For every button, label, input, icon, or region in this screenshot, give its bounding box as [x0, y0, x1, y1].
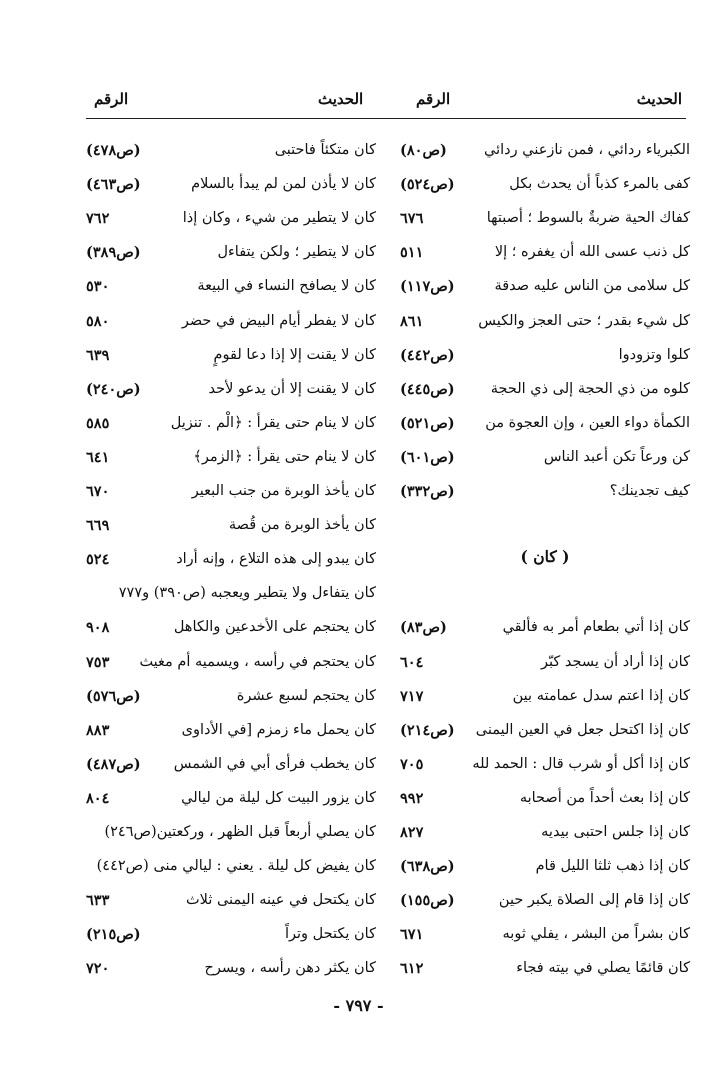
index-entry: [400, 309, 690, 341]
hadith-text: كان يبدو إلى هذه التلاع ، وإنه أراد: [176, 551, 376, 568]
hadith-number: ٦٧١: [400, 926, 424, 944]
hadith-text: كان لا يأذن لمن لم يبدأ بالسلام: [191, 176, 376, 193]
hadith-number: ٦٣٣: [86, 892, 110, 910]
index-entry: [400, 615, 690, 647]
hadith-number: (ص٣٨٩): [86, 244, 141, 262]
hadith-number: (ص٤٤٥): [400, 380, 455, 398]
index-entry: [400, 479, 690, 511]
hadith-number: (ص٤٦٣): [86, 176, 141, 194]
index-entry: [86, 650, 376, 682]
hadith-text: كل ذنب عسى الله أن يغفره ؛ إلا: [494, 244, 690, 261]
hadith-number: ٧١٧: [400, 687, 424, 705]
index-entry: [400, 172, 690, 204]
index-entry: [400, 718, 690, 750]
hadith-number: (ص٢٤٠): [86, 380, 141, 398]
header-hadith-right: الحديث: [636, 90, 682, 108]
index-entry: [86, 547, 376, 579]
index-entry: [400, 206, 690, 238]
column-header: [86, 88, 686, 119]
hadith-number: ٥٨٠: [86, 312, 110, 330]
hadith-number: (ص٦٠١): [400, 448, 455, 466]
header-hadith-left: الحديث: [318, 90, 364, 108]
index-entry: [400, 820, 690, 852]
hadith-number: ٧٦٢: [86, 210, 110, 228]
index-entry: [400, 854, 690, 886]
hadith-text: كفاك الحية ضربةٌ بالسوط ؛ أصبتها: [486, 210, 690, 227]
hadith-text: كفى بالمرء كذباً أن يحدث بكل: [509, 176, 690, 193]
hadith-text: كان يأخذ الوبرة من جنب البعير: [191, 483, 376, 499]
hadith-text: كان يزور البيت كل ليلة من ليالي: [181, 789, 376, 806]
index-entry: [86, 240, 376, 272]
hadith-text: كان متكئاً فاحتبى: [274, 142, 376, 158]
hadith-text: كل شيء بقدر ؛ حتى العجز والكيس: [478, 312, 690, 329]
index-entry: [86, 956, 376, 988]
hadith-number: ٦٧٠: [86, 483, 110, 500]
hadith-text: كلوه من ذي الحجة إلى ذي الحجة: [490, 380, 690, 397]
index-entry: [86, 274, 376, 306]
hadith-number: (ص٣٣٢): [400, 483, 455, 500]
hadith-text: كان إذا اعتم سدل عمامته بين: [512, 687, 690, 704]
index-entry: [86, 820, 376, 852]
index-entry: [400, 343, 690, 375]
index-entry: [86, 581, 376, 613]
hadith-text: كل سلامى من الناس عليه صدقة: [494, 278, 690, 295]
hadith-number: (ص٥٢١): [400, 414, 455, 432]
hadith-text: كان يأخذ الوبرة من قُصة: [228, 517, 376, 534]
hadith-number: ٦٦٩: [86, 517, 110, 535]
index-entry: [86, 309, 376, 341]
hadith-text: كان لا يقنت إلا أن يدعو لأحد: [208, 380, 376, 397]
index-entry: [86, 206, 376, 238]
index-entry: [400, 684, 690, 716]
index-entry: [400, 411, 690, 443]
hadith-text: كان إذا قام إلى الصلاة يكبر حين: [498, 892, 690, 909]
index-entry: [400, 377, 690, 409]
index-entry: [86, 922, 376, 954]
index-entry: [400, 922, 690, 954]
hadith-text: كان يحتجم في رأسه ، ويسميه أم مغيث: [139, 653, 376, 670]
hadith-text: كان إذا أتي بطعام أمر به فألقي: [502, 619, 690, 636]
index-entry: [86, 718, 376, 750]
index-entry: [86, 888, 376, 920]
index-entry: [400, 445, 690, 477]
index-entry: [86, 343, 376, 375]
hadith-text: كان يكتحل وتراً: [284, 926, 376, 943]
hadith-number: (ص٤٨٧): [86, 755, 141, 773]
hadith-number: ٨٢٧: [400, 824, 424, 841]
hadith-text: كان إذا اكتحل جعل في العين اليمنى: [475, 721, 690, 738]
hadith-number: (ص١١٧): [400, 278, 455, 296]
header-number-right: الرقم: [416, 90, 451, 108]
section-title: ( كان ): [520, 547, 570, 567]
hadith-text: كان لا ينام حتى يقرأ : ﴿الزمر﴾: [193, 448, 376, 465]
hadith-number: ٥١١: [400, 244, 424, 262]
right-column: [400, 138, 690, 978]
index-entry: [86, 615, 376, 647]
hadith-text: كان إذا أراد أن يسجد كبّر: [541, 653, 690, 670]
hadith-number: ٧٢٠: [86, 960, 110, 978]
index-entry: [400, 888, 690, 920]
hadith-text: كان إذا أكل أو شرب قال : الحمد لله: [472, 755, 690, 772]
hadith-text: كان قائمًا يصلي في بيته فجاء: [516, 960, 690, 977]
hadith-number: ٥٢٤: [86, 551, 110, 569]
hadith-number: (ص١٥٥): [400, 892, 455, 910]
index-entry: [400, 274, 690, 306]
hadith-text: كان لا ينام حتى يقرأ : ﴿الْم . تنزيل: [170, 414, 376, 431]
index-entry: [400, 138, 690, 170]
hadith-text: كلوا وتزودوا: [618, 346, 690, 363]
index-entry: [86, 786, 376, 818]
hadith-number: (ص٦٣٨): [400, 858, 455, 876]
hadith-text: كان يحمل ماء زمزم [في الأداوى: [181, 721, 376, 738]
hadith-number: ٦٣٩: [86, 346, 110, 364]
hadith-number: (ص٥٧٦): [86, 687, 141, 705]
index-entry: [86, 377, 376, 409]
hadith-number: (ص٤٧٨): [86, 142, 141, 159]
hadith-text: كان إذا جلس احتبى بيديه: [541, 824, 690, 840]
index-entry: [86, 411, 376, 443]
hadith-number: ٨٠٤: [86, 789, 110, 807]
index-entry: [86, 752, 376, 784]
hadith-number: ٥٨٥: [86, 414, 110, 432]
hadith-text: كان يحتجم لسبع عشرة: [236, 687, 376, 704]
index-entry: [400, 752, 690, 784]
index-entry: [400, 956, 690, 988]
hadith-number: ٥٣٠: [86, 278, 110, 296]
hadith-text: الكمأة دواء العين ، وإن العجوة من: [485, 414, 690, 431]
hadith-number: ٦٧٦: [400, 210, 424, 228]
hadith-number: (ص٢١٥): [86, 926, 141, 944]
index-entry: [86, 854, 376, 886]
hadith-text: الكبرياء ردائي ، فمن نازعني ردائي: [484, 142, 690, 158]
index-entry: [86, 172, 376, 204]
index-entry: [400, 786, 690, 818]
hadith-number: ٧٥٣: [86, 653, 110, 671]
left-column: [86, 138, 376, 978]
hadith-text: كان لا يتطير ؛ ولكن يتفاءل: [217, 244, 376, 261]
hadith-number: (ص٨٠): [400, 142, 447, 159]
index-entry: [400, 240, 690, 272]
hadith-text: كان يكتحل في عينه اليمنى ثلاث: [186, 892, 376, 909]
hadith-number: ٨٦١: [400, 312, 424, 330]
index-entry: [86, 479, 376, 511]
hadith-text: كان يحتجم على الأخدعين والكاهل: [173, 619, 376, 636]
hadith-number: ٦٠٤: [400, 653, 424, 671]
hadith-number: (ص٥٢٤): [400, 176, 455, 194]
hadith-text: كان إذا بعث أحداً من أصحابه: [519, 789, 690, 806]
hadith-number: (ص٤٤٢): [400, 346, 455, 364]
index-entry: [86, 513, 376, 545]
hadith-text: كان لا يقنت إلا إذا دعا لقومٍ: [213, 346, 376, 363]
hadith-text: كان بشراً من البشر ، يفلي ثوبه: [502, 926, 690, 943]
index-entry: [86, 445, 376, 477]
header-number-left: الرقم: [94, 90, 129, 108]
hadith-text: كان لا يتطير من شيء ، وكان إذا: [182, 210, 376, 227]
hadith-number: ٩٩٢: [400, 789, 424, 807]
hadith-number: ٦٤١: [86, 448, 110, 466]
hadith-text: كان يتفاءل ولا يتطير ويعجبه (ص٣٩٠) و٧٧٧: [118, 585, 376, 602]
hadith-text: كان إذا ذهب ثلثا الليل قام: [535, 858, 690, 875]
hadith-text: كان لا يفطر أيام البيض في حضر: [181, 312, 376, 329]
hadith-number: (ص٨٣): [400, 619, 447, 637]
hadith-number: (ص٢١٤): [400, 721, 455, 739]
page-number: - ٧٩٧ -: [333, 996, 384, 1015]
index-entry: [86, 684, 376, 716]
hadith-number: ٨٨٣: [86, 721, 110, 739]
index-entry: [86, 138, 376, 170]
hadith-text: كان لا يصافح النساء في البيعة: [197, 278, 376, 295]
hadith-text: كيف تجدينك؟: [609, 483, 690, 499]
hadith-number: ٦١٢: [400, 960, 424, 978]
hadith-number: ٧٠٥: [400, 755, 424, 773]
hadith-text: كان يخطب فرأى أبي في الشمس: [173, 755, 376, 772]
hadith-text: كان يفيض كل ليلة . يعني : ليالي منى (ص٤٤٢): [96, 858, 376, 875]
hadith-text: كان يكثر دهن رأسه ، ويسرح: [204, 960, 376, 977]
hadith-number: ٩٠٨: [86, 619, 110, 637]
hadith-text: كان يصلي أربعاً قبل الظهر ، وركعتين(ص٢٤٦): [104, 824, 376, 840]
hadith-text: كن ورعاً تكن أعبد الناس: [543, 448, 690, 465]
index-entry: [400, 650, 690, 682]
